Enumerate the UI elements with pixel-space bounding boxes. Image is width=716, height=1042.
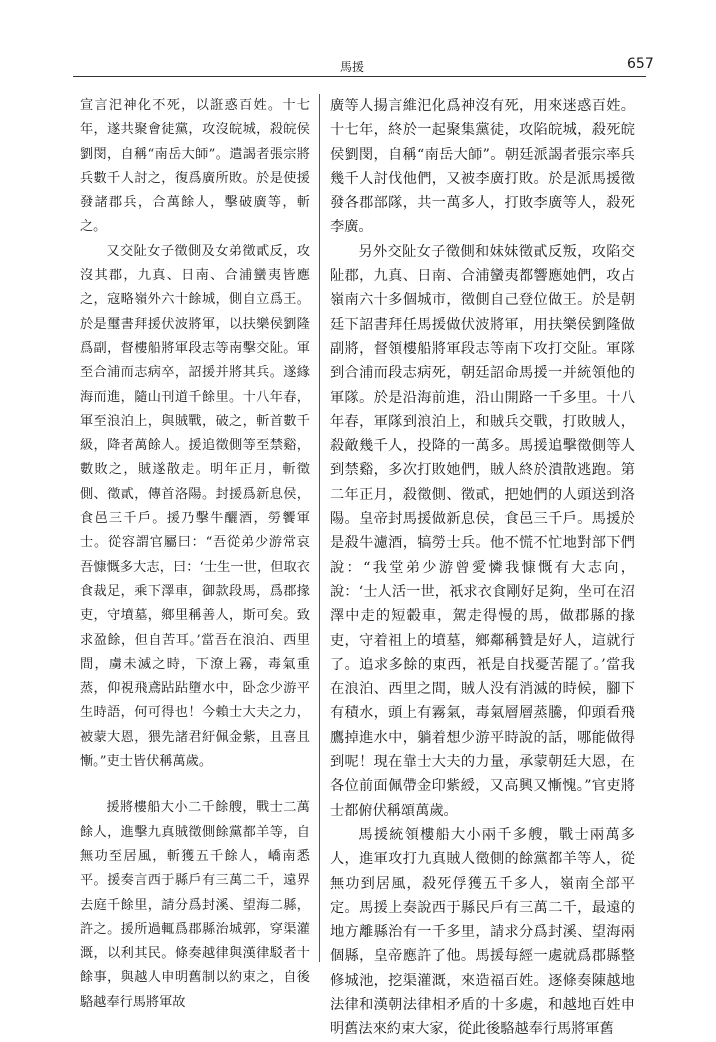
page-number: 657 xyxy=(627,56,654,72)
paragraph-gap xyxy=(80,774,310,796)
classical-paragraph-1: 宣言汜神化不死，以誑惑百姓。十七年，遂共聚會徒黨，攻沒皖城，殺皖侯劉閔，自稱“南岳大師”。遣謁者張宗將兵數千人討之，復爲廣所敗。於是使援發諸郡兵，合萬餘人，擊破廣等，斬之。 xyxy=(80,98,310,235)
translation-paragraph-2: 另外交阯女子徵側和妹妹徵貳反叛，攻陷交阯郡，九真、日南、合浦蠻夷都響應她們，攻占嶺南六十多個城市，徵側自己登位做王。於是朝廷下詔書拜任馬援做伏波將軍，用扶樂侯劉隆做副將，督領樓船將軍段志等南下攻打交阯。軍隊到合浦而段志病死，朝廷詔命馬援一并統領他的軍隊。於是沿海前進，沿山開路一千多里。十八年春，軍隊到浪泊上，和賊兵交戰，打敗賊人，殺敵幾千人，投降的一萬多。馬援追擊徵側等人到禁谿，多次打敗她們，賊人終於潰散逃跑。第二年正月，殺徵側、徵貳，把她們的人頭送到洛陽。皇帝封馬援做新息侯，食邑三千戶。馬援於是殺牛濾酒，犒勞士兵。他不慌不忙地對部下們說：“我堂弟少游曾愛憐我慷慨有大志向，說：‘士人活一世，祇求衣食剛好足夠，坐可在沼澤中走的短轂車，駕走得慢的馬，做郡縣的掾吏，守着祖上的墳墓，鄉鄰稱贊是好人，這就行了。追求多餘的東西，衹是自找憂苦罷了。’當我在浪泊、西里之間，賊人没有消滅的時候，腳下有積水，頭上有霧氣，毒氣層層蒸騰，仰頭看飛鷹掉進水中，躺着想少游平時說的話，哪能做得到呢！現在靠士大夫的力量，承蒙朝廷大恩，在各位前面佩帶金印紫綬，又高興又慚愧。”官吏將士都俯伏稱頌萬歲。 xyxy=(330,243,635,819)
translation-column xyxy=(330,94,635,1042)
header-rule xyxy=(73,76,646,77)
column-divider xyxy=(319,94,320,962)
classical-text-column xyxy=(80,94,310,1015)
running-title: 馬援 xyxy=(340,60,365,74)
running-header xyxy=(0,54,716,76)
translation-paragraph-3: 馬援統領樓船大小兩千多艘，戰士兩萬多人，進軍攻打九真賊人徵側的餘黨都羊等人，從無功到居風，殺死俘獲五千多人，嶺南全部平定。馬援上奏說西于縣民戶有三萬二千，最遠的地方離縣治有一千多里，請求分爲封溪、望海兩個縣，皇帝應許了他。馬援每經一處就爲郡縣整修城池，挖渠灌溉，來造福百姓。逐條奏陳越地法律和漢朝法律相矛盾的十多處，和越地百姓申明舊法來約束大家，從此後駱越奉行馬將軍舊 xyxy=(330,826,635,1038)
classical-paragraph-2: 又交阯女子徵側及女弟徵貳反，攻沒其郡，九真、日南、合浦蠻夷皆應之，寇略嶺外六十餘城，側自立爲王。於是璽書拜援伏波將軍，以扶樂侯劉隆爲副，督樓船將軍段志等南擊交阯。軍至合浦而志病卒，詔援并將其兵。遂緣海而進，隨山刊道千餘里。十八年春，軍至浪泊上，與賊戰，破之，斬首數千級，降者萬餘人。援追徵側等至禁谿，數敗之，賊遂散走。明年正月，斬徵側、徵貳，傳首洛陽。封援爲新息侯，食邑三千戶。援乃擊牛釃酒，勞饗軍士。從容謂官屬曰：“吾從弟少游常哀吾慷慨多大志，曰：‘士生一世，但取衣食裁足，乘下澤車，御款段馬，爲郡掾吏，守墳墓，鄉里稱善人，斯可矣。致求盈餘，但自苦耳。’當吾在浪泊、西里間，虜未滅之時，下潦上霧，毒氣重蒸，仰視飛鳶跕跕墮水中，卧念少游平生時語，何可得也！今賴士大夫之力，被蒙大恩，猥先諸君紆佩金紫，且喜且慚。”吏士皆伏稱萬歲。 xyxy=(80,243,310,770)
translation-paragraph-1: 廣等人揚言維汜化爲神沒有死，用來迷惑百姓。十七年，終於一起聚集黨徒，攻陷皖城，殺死皖侯劉閔，自稱“南岳大師”。朝廷派謁者張宗率兵幾千人討伐他們，又被李廣打敗。於是派馬援徵發各郡部隊，共一萬多人，打敗李廣等人，殺死李廣。 xyxy=(330,98,635,236)
classical-paragraph-3: 援將樓船大小二千餘艘，戰士二萬餘人，進擊九真賊徵側餘黨都羊等，自無功至居風，斬獲五千餘人，嶠南悉平。援奏言西于縣戶有三萬二千，遠界去庭千餘里，請分爲封溪、望海二縣，許之。援所過輒爲郡縣治城郭，穿渠灌溉，以利其民。條奏越律與漢律駁者十餘事，與越人申明舊制以約束之，自後駱越奉行馬將軍故 xyxy=(80,800,310,1010)
